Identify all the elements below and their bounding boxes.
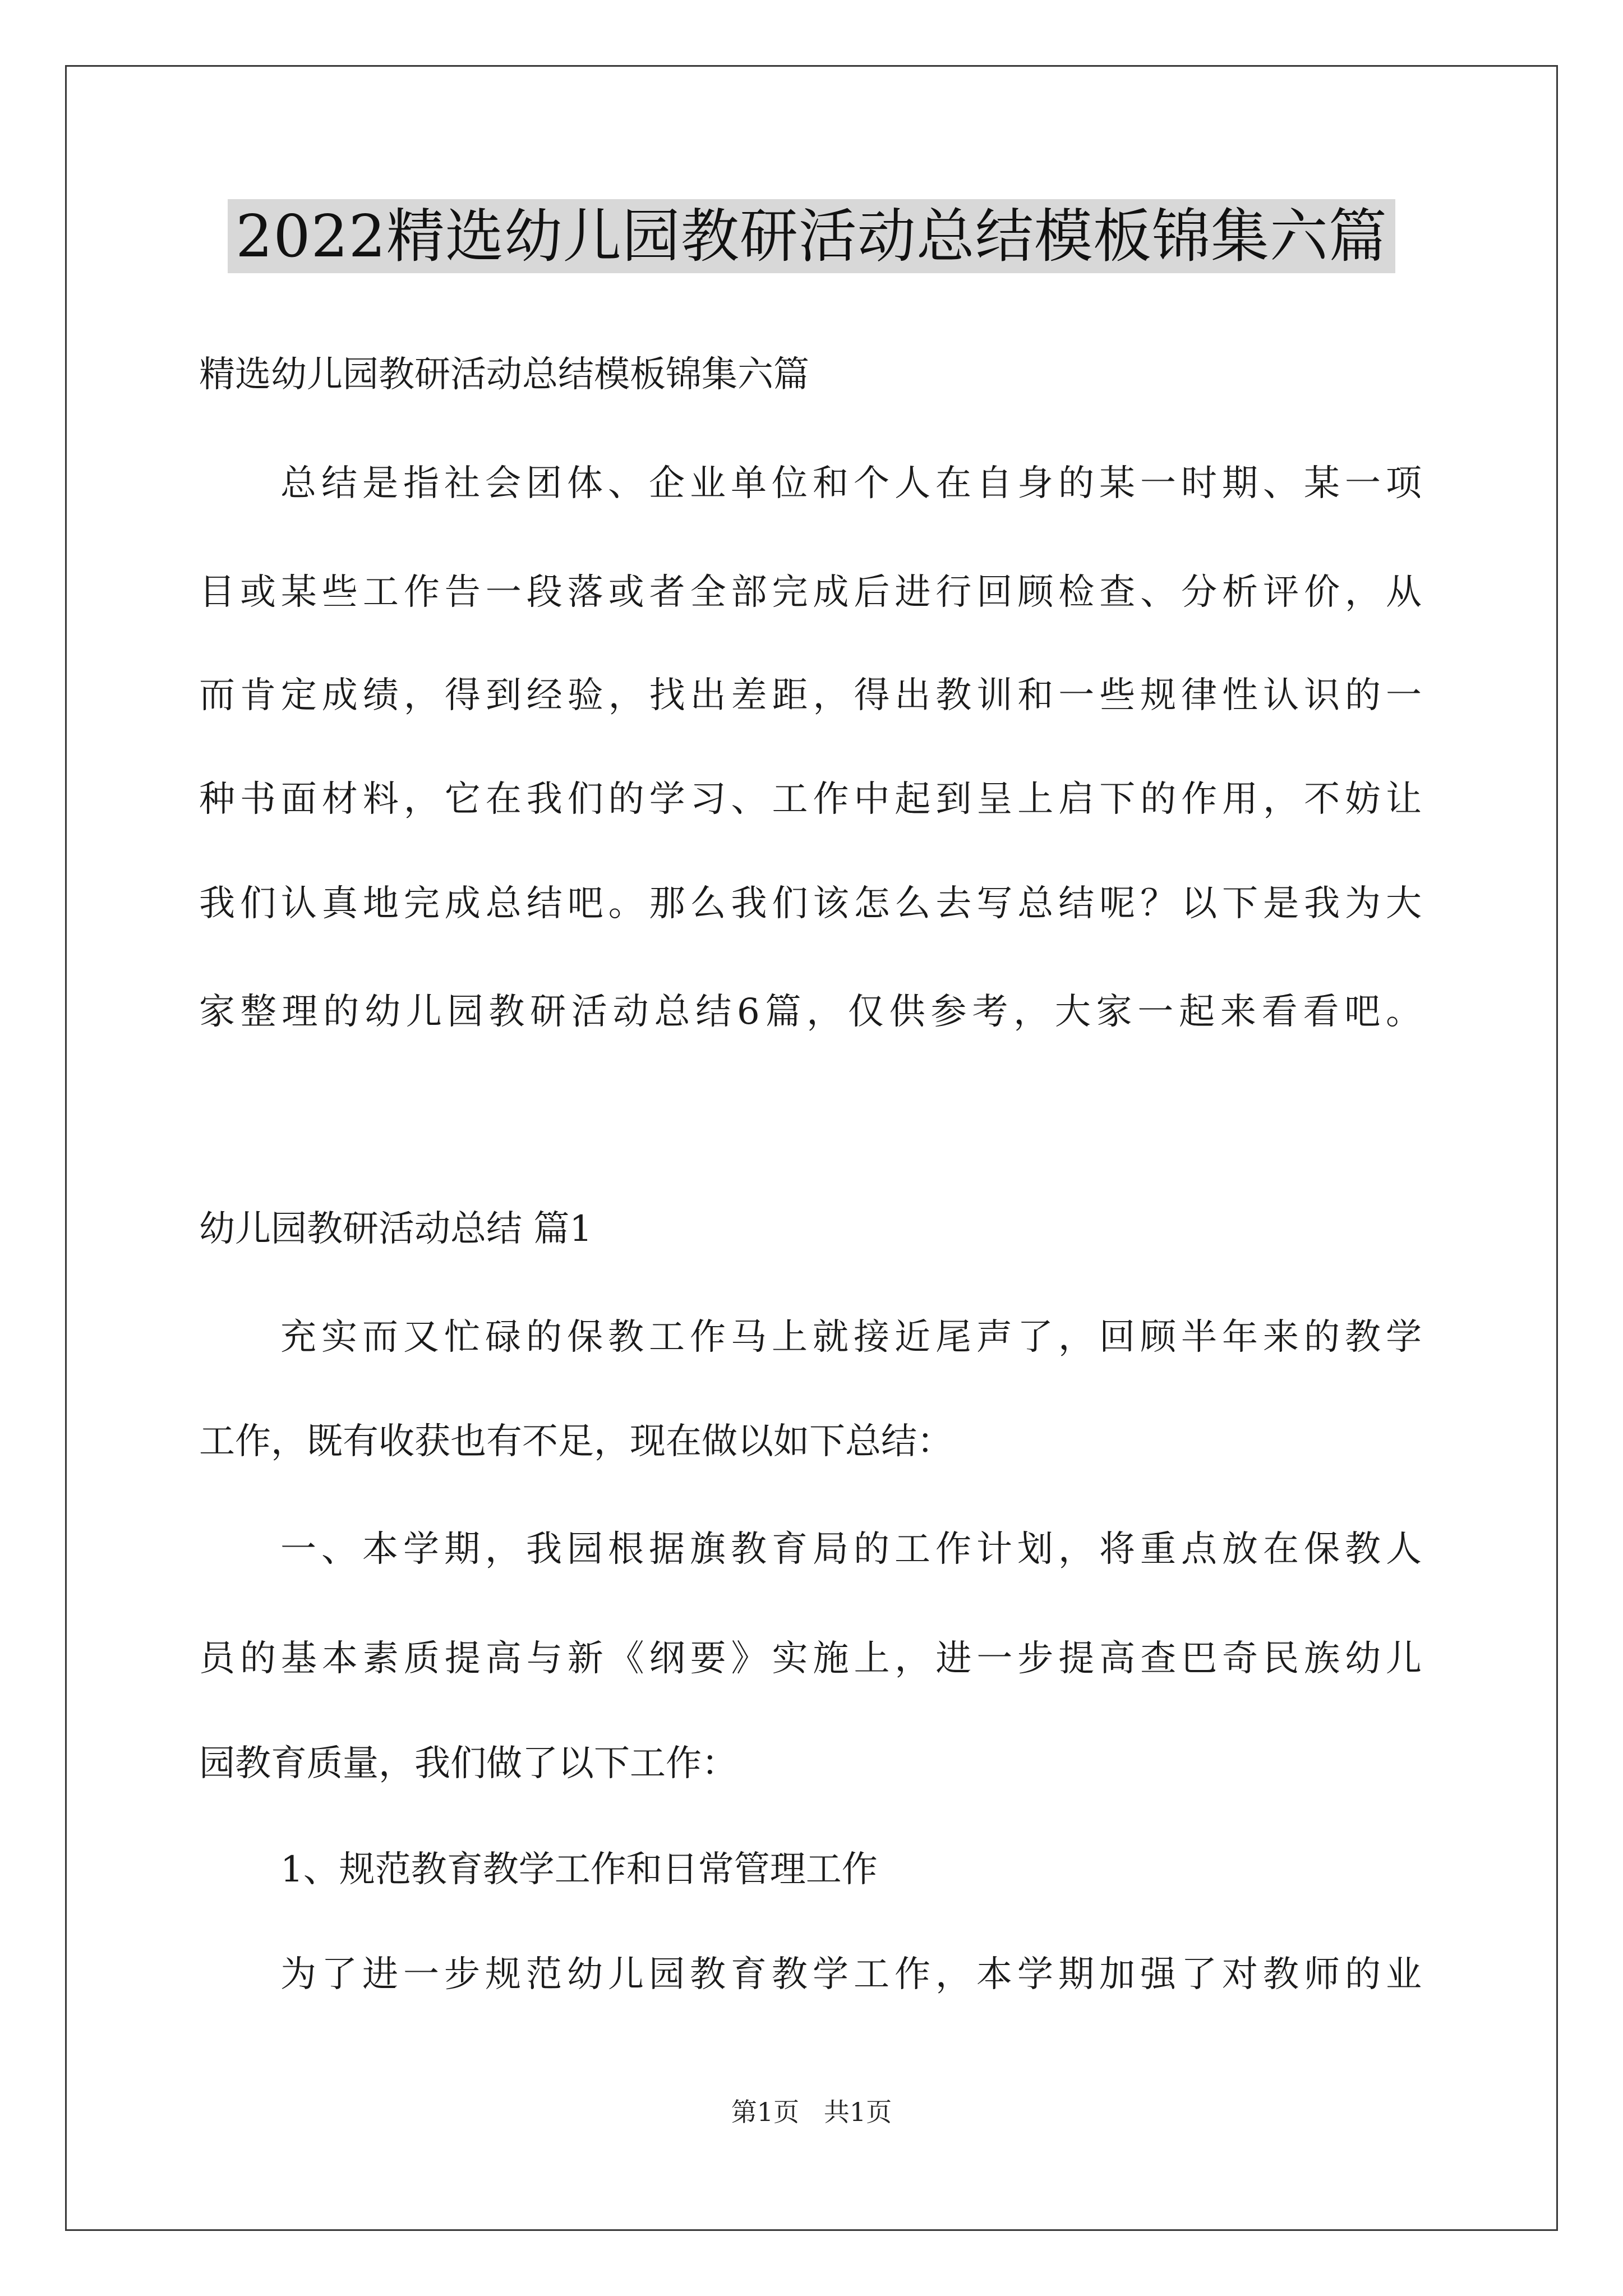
title-container (0, 199, 1623, 273)
document-subtitle: 精选幼儿园教研活动总结模板锦集六篇 (199, 354, 809, 395)
para2-line-2: 员的基本素质提高与新《纲要》实施上，进一步提高查巴奇民族幼儿 (199, 1638, 1422, 1680)
para1-line-1: 充实而又忙碌的保教工作马上就接近尾声了，回顾半年来的教学 (280, 1317, 1422, 1358)
intro-line-5: 我们认真地完成总结吧。那么我们该怎么去写总结呢？以下是我为大 (199, 883, 1422, 924)
intro-line-4: 种书面材料，它在我们的学习、工作中起到呈上启下的作用，不妨让 (199, 779, 1422, 820)
section-heading: 幼儿园教研活动总结 篇1 (199, 1208, 593, 1250)
para3-line-1: 为了进一步规范幼儿园教育教学工作，本学期加强了对教师的业 (280, 1954, 1422, 1995)
list-item-1: 1、规范教育教学工作和日常管理工作 (280, 1849, 878, 1890)
intro-line-3: 而肯定成绩，得到经验，找出差距，得出教训和一些规律性认识的一 (199, 675, 1422, 716)
para2-line-1: 一、本学期，我园根据旗教育局的工作计划，将重点放在保教人 (280, 1529, 1422, 1570)
document-title: 2022精选幼儿园教研活动总结模板锦集六篇 (228, 199, 1395, 273)
intro-line-6: 家整理的幼儿园教研活动总结6篇，仅供参考，大家一起来看看吧。 (199, 991, 1422, 1033)
para2-line-3: 园教育质量，我们做了以下工作： (199, 1743, 737, 1784)
intro-line-1: 总结是指社会团体、企业单位和个人在自身的某一时期、某一项 (280, 463, 1422, 504)
para1-line-2: 工作，既有收获也有不足，现在做以如下总结： (199, 1421, 953, 1462)
intro-line-2: 目或某些工作告一段落或者全部完成后进行回顾检查、分析评价，从 (199, 572, 1422, 613)
page-footer: 第1页 共1页 (731, 2097, 892, 2127)
